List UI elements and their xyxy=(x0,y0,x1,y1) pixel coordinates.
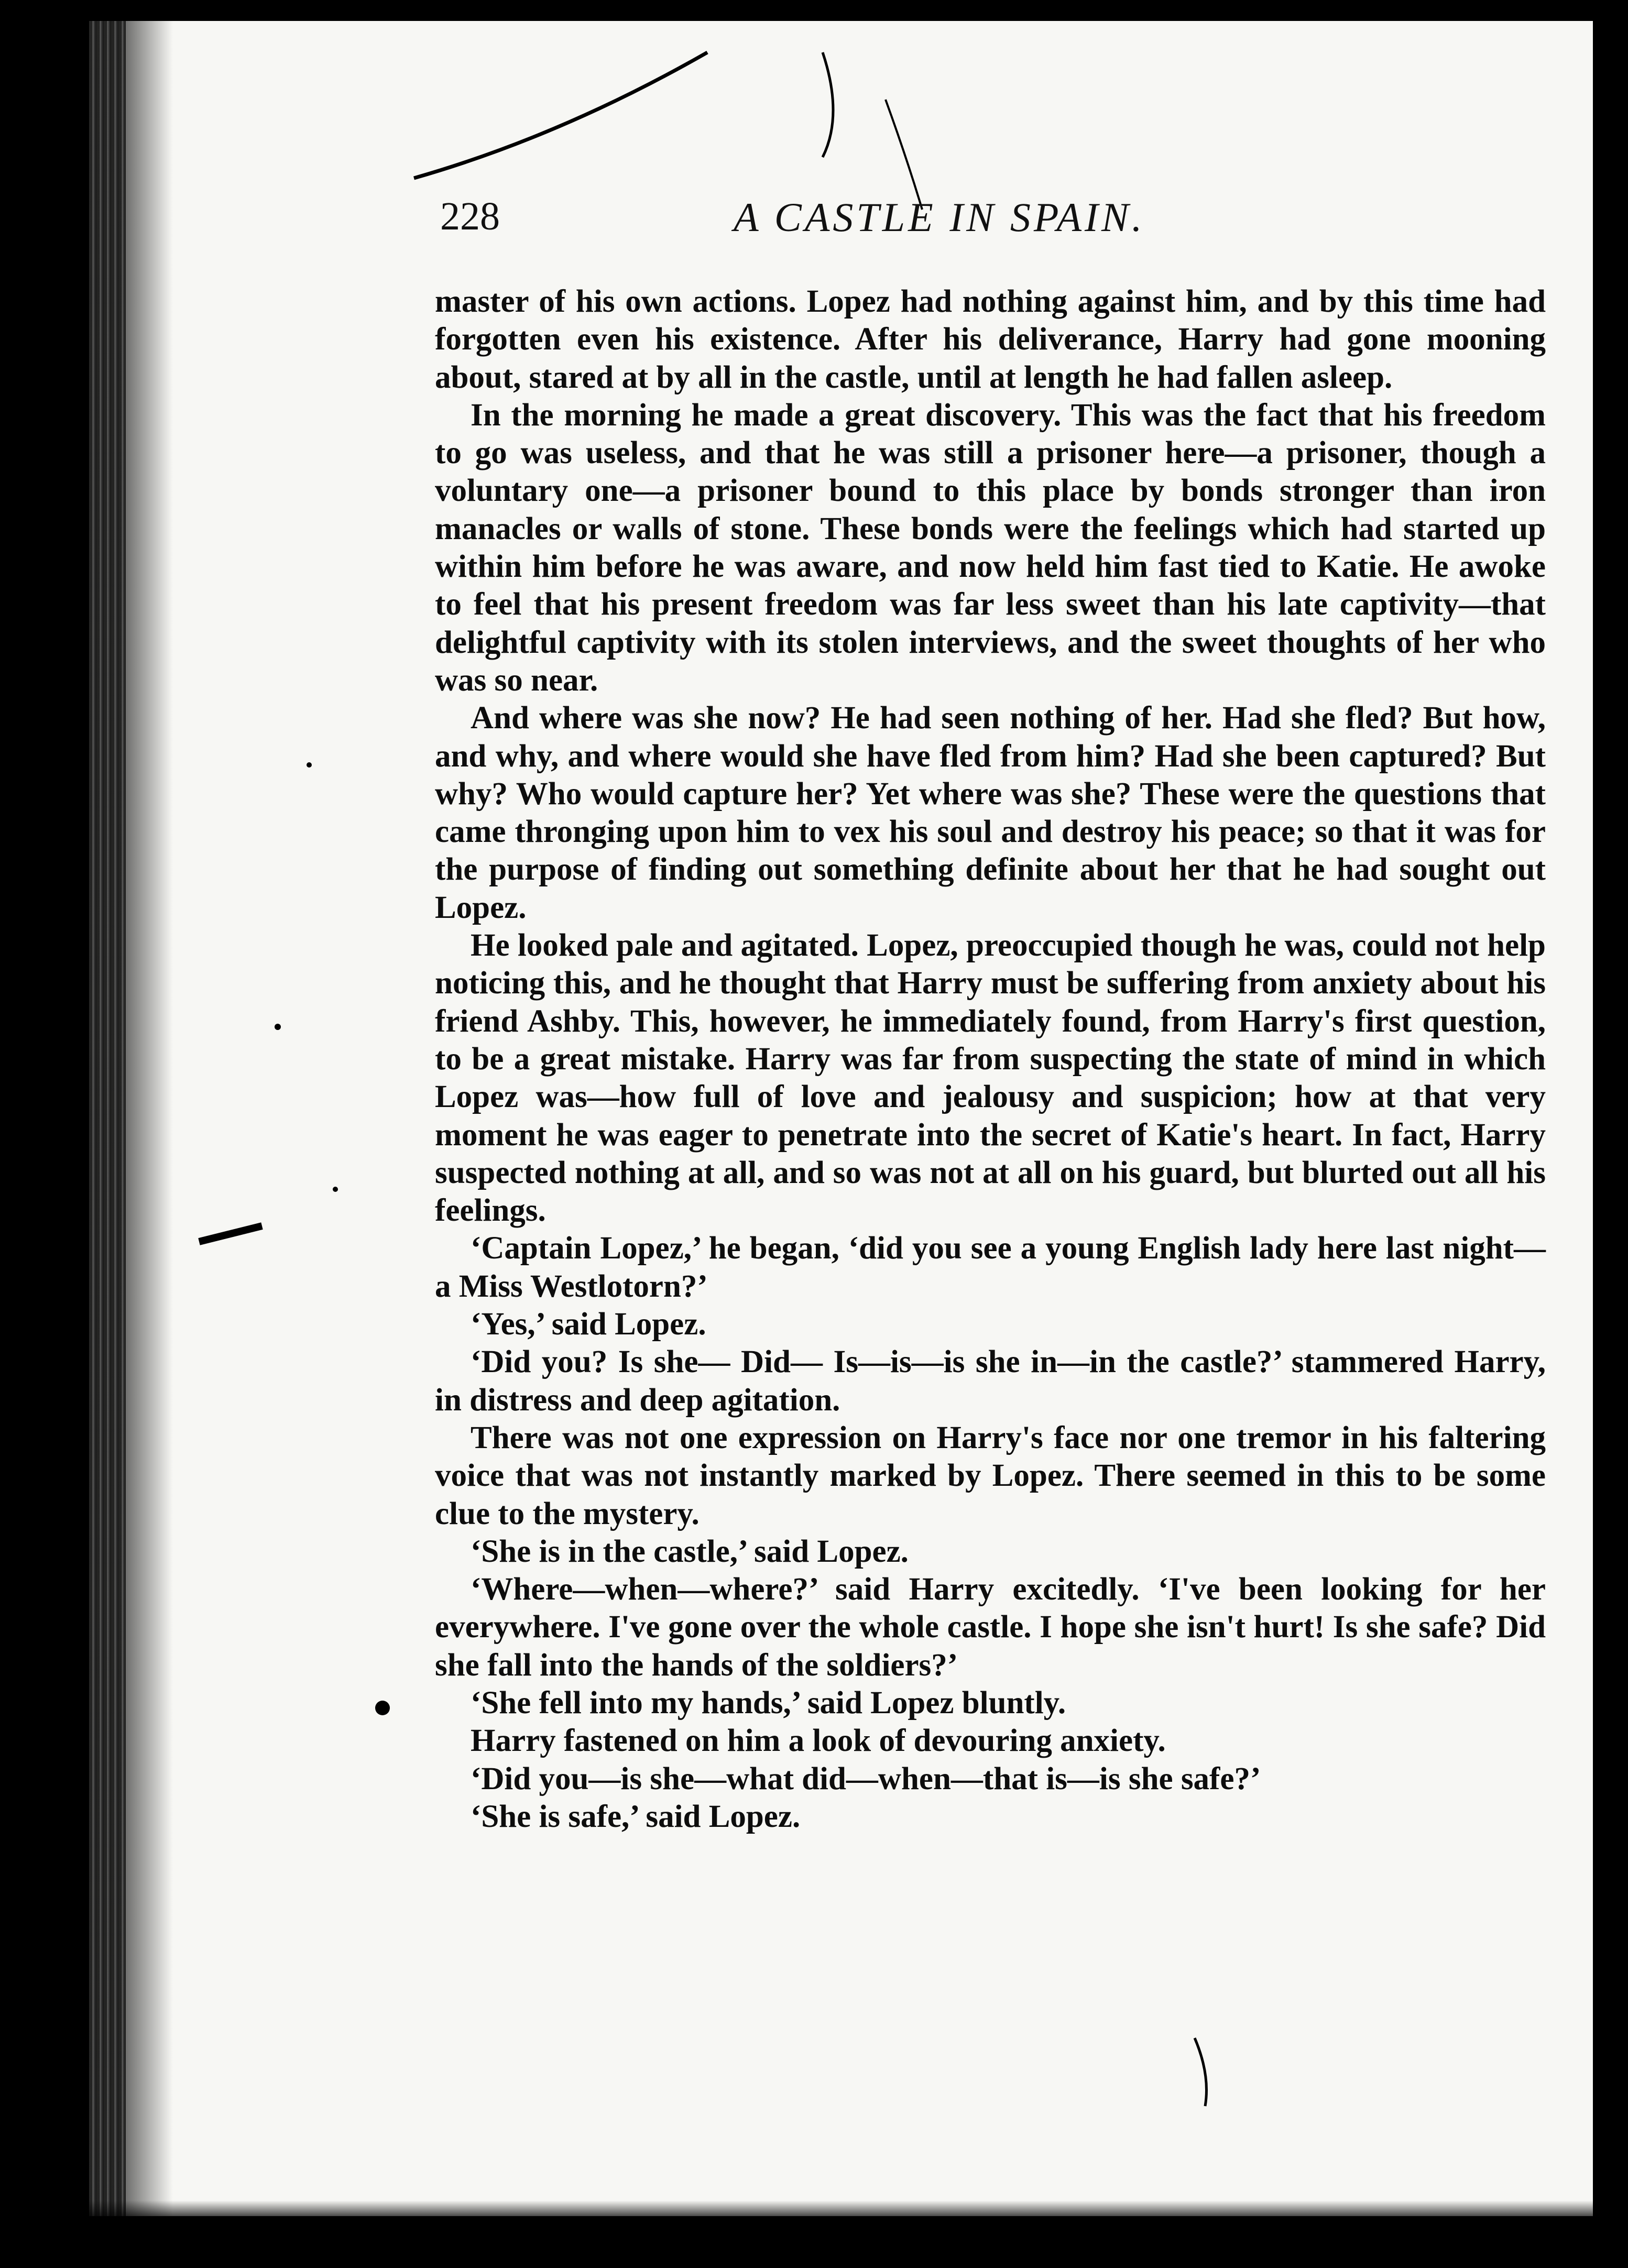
paragraph: master of his own actions. Lopez had nothing against him, and by this time had forgotten even his existence. After his deliverance, Harry had gone mooning about, stared at by all in the castle, until at length he had fallen asleep. xyxy=(435,284,1546,395)
body-text xyxy=(435,283,1546,1836)
paragraph: ‘Yes,’ said Lopez. xyxy=(471,1307,706,1342)
page-number: 228 xyxy=(440,194,500,238)
paragraph: ‘Where—when—where?’ said Harry excitedly. ‘I've been looking for her everywhere. I've gone over the whole castle. I hope she isn't hurt! Is she safe? Did she fall into the hands of the soldiers?’ xyxy=(435,1572,1546,1683)
paragraph: ‘Captain Lopez,’ he began, ‘did you see a young English lady here last night—a Miss Westlotorn?’ xyxy=(435,1231,1546,1304)
paragraph: There was not one expression on Harry's face nor one tremor in his faltering voice that was not instantly marked by Lopez. There seemed in this to be some clue to the mystery. xyxy=(435,1420,1546,1531)
paragraph: ‘She is safe,’ said Lopez. xyxy=(471,1799,801,1834)
book-page xyxy=(89,21,1593,2216)
paragraph: ‘She is in the castle,’ said Lopez. xyxy=(471,1533,909,1569)
paragraph: ‘Did you—is she—what did—when—that is—is she safe?’ xyxy=(471,1761,1261,1796)
paragraph: Harry fastened on him a look of devouring anxiety. xyxy=(471,1723,1166,1759)
paragraph: And where was she now? He had seen nothing of her. Had she fled? But how, and why, and where would she have fled from him? Had she been captured? But why? Who would capture her? Yet where was she? These were the questions that came thronging upon him to vex his soul and destroy his peace; so that it was for the purpose of finding out something definite about her that he had sought out Lopez. xyxy=(435,700,1546,925)
paragraph: He looked pale and agitated. Lopez, preoccupied though he was, could not help noticing this, and he thought that Harry must be suffering from anxiety about his friend Ashby. This, however, he immediately found, from Harry's first question, to be a great mistake. Harry was far from suspecting the state of mind in which Lopez was—how full of love and jealousy and suspicion; how at that very moment he was eager to penetrate into the secret of Katie's heart. In fact, Harry suspected nothing at all, and so was not at all on his guard, but blurted out all his feelings. xyxy=(435,928,1546,1229)
page-header xyxy=(440,194,1540,251)
paragraph: In the morning he made a great discovery. This was the fact that his freedom to go was useless, and that he was still a prisoner here—a prisoner, though a voluntary one—a prisoner bound to this place by bonds stronger than iron manacles or walls of stone. These bonds were the feelings which had started up within him before he was aware, and now held him fast tied to Katie. He awoke to feel that his present freedom was far less sweet than his late captivity—that delightful captivity with its stolen interviews, and the sweet thoughts of her who was so near. xyxy=(435,397,1546,698)
paragraph: ‘Did you? Is she— Did— Is—is—is she in—in the castle?’ stammered Harry, in distress and deep agitation. xyxy=(435,1344,1546,1418)
running-head: A CASTLE IN SPAIN. xyxy=(734,194,1145,240)
paragraph: ‘She fell into my hands,’ said Lopez bluntly. xyxy=(471,1685,1066,1721)
